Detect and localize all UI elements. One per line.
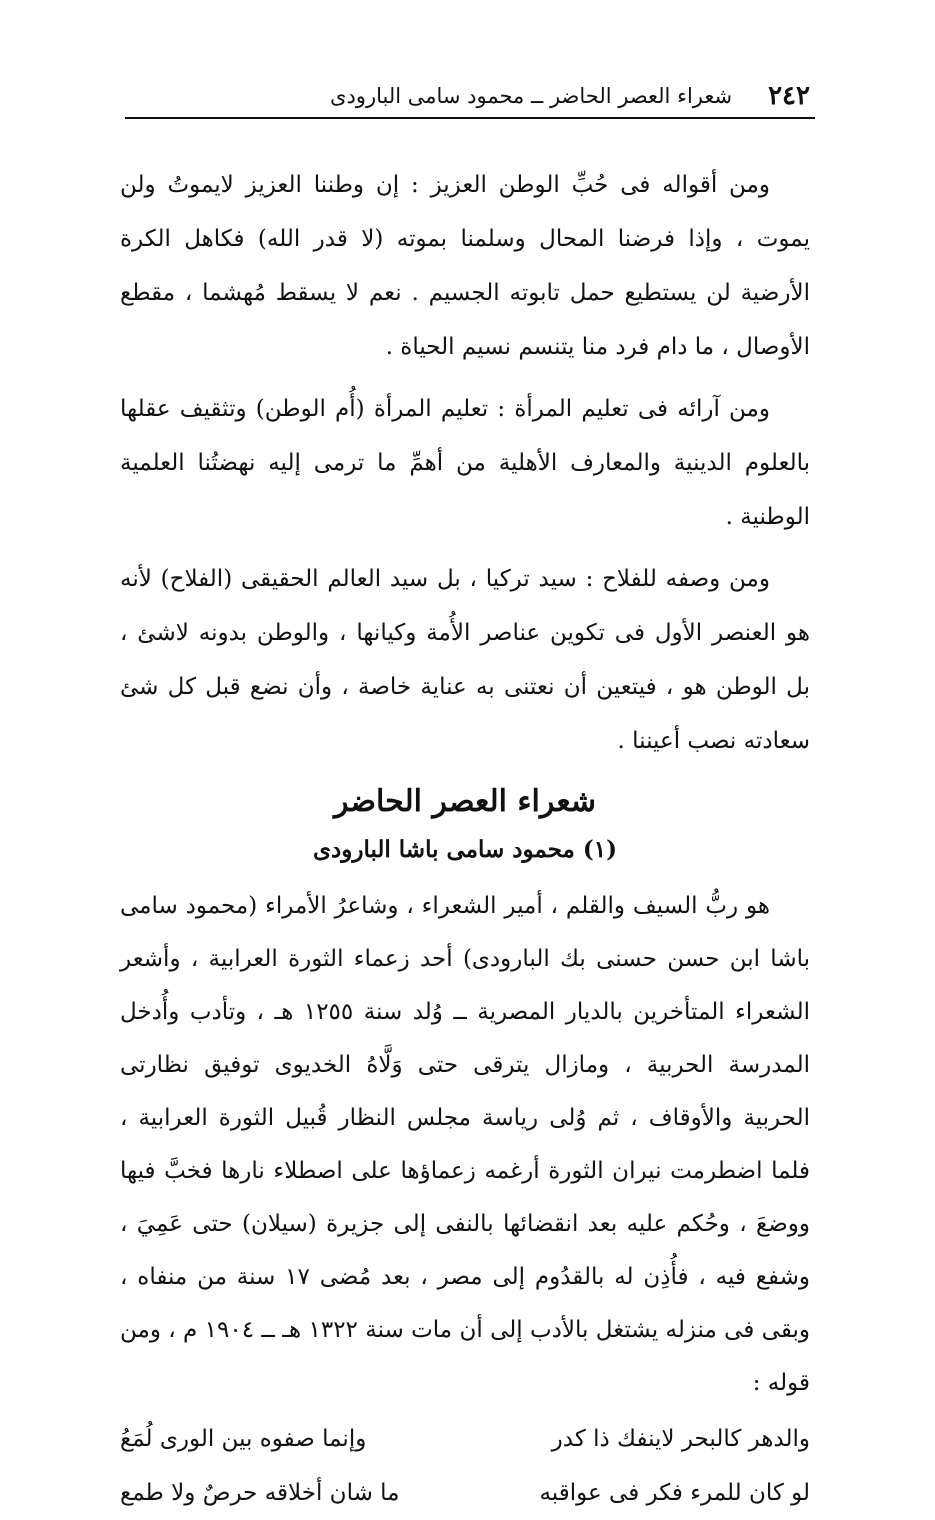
biography-block: [120, 880, 810, 1410]
poem-verse: [120, 1412, 810, 1466]
verse-first-hemistich: لو كان للمرء فكر فى عواقبه: [539, 1480, 810, 1506]
subsection-title: (١) محمود سامى باشا البارودى: [312, 836, 617, 863]
verse-second-hemistich: وإنما صفوه بين الورى لُمَعُ: [120, 1426, 367, 1452]
paragraph-women-education: ومن آرائه فى تعليم المرأة : تعليم المرأة (أُم الوطن) وتثقيف عقلها بالعلوم الدينية والمعارف الأهلية من أهمِّ ما ترمى إليه نهضتُنا العلمية الوطنية .: [120, 396, 810, 530]
page-body: [120, 158, 810, 1520]
verse-first-hemistich: والدهر كالبحر لاينفك ذا كدر: [551, 1426, 810, 1452]
running-head: [235, 78, 810, 114]
paragraph-farmer: ومن وصفه للفلاح : سيد تركيا ، بل سيد العالم الحقيقى (الفلاح) لأنه هو العنصر الأول فى تكوين عناصر الأُمة وكيانها ، والوطن بدونه لاشئ ، بل الوطن هو ، فيتعين أن نعتنى به عناية خاصة ، وأن نضع قبل كل شئ سعادته نصب أعيننا .: [120, 566, 810, 754]
section-title: شعراء العصر الحاضر: [333, 784, 597, 819]
biography-paragraph: هو ربُّ السيف والقلم ، أمير الشعراء ، وشاعرُ الأمراء (محمود سامى باشا ابن حسن حسنى بك البارودى) أحد زعماء الثورة العرابية ، وأشعر الشعراء المتأخرين بالديار المصرية ــ وُلد سنة ١٢٥٥ هـ ، وتأدب وأُدخل المدرسة الحربية ، ومازال يترقى حتى وَلَّاهُ الخديوى توفيق نظارتى الحربية والأوقاف ، ثم وُلى رياسة مجلس النظار قُبيل الثورة العرابية ، فلما اضطرمت نيران الثورة أرغمه زعماؤها على اصطلاء نارها فخبَّ فيها ووضعَ ، وحُكم عليه بعد انقضائها بالنفى إلى جزيرة (سيلان) حتى عَمِيَ ، وشفع فيه ، فأُذِن له بالقدُوم إلى مصر ، بعد مُضى ١٧ سنة من منفاه ، وبقى فى منزله يشتغل بالأدب إلى أن مات سنة ١٣٢٢ هـ ــ ١٩٠٤ م ، ومن قوله :: [120, 893, 811, 1396]
running-title: شعراء العصر الحاضر ــ محمود سامى البارودى: [330, 84, 733, 108]
poem: [120, 1412, 810, 1520]
poem-verse: [120, 1466, 810, 1520]
page-number: ٢٤٢: [768, 81, 810, 111]
verse-second-hemistich: ما شان أخلاقه حرصٌ ولا طمع: [120, 1480, 400, 1506]
paragraph-homeland: ومن أقواله فى حُبِّ الوطن العزيز : إن وطننا العزيز لايموتُ ولن يموت ، وإذا فرضنا المحال وسلمنا بموته (لا قدر الله) فكاهل الكرة الأرضية لن يستطيع حمل تابوته الجسيم . نعم لا يسقط مُهشما ، مقطع الأوصال ، ما دام فرد منا يتنسم نسيم الحياة .: [120, 172, 810, 360]
header-rule: [125, 117, 815, 119]
